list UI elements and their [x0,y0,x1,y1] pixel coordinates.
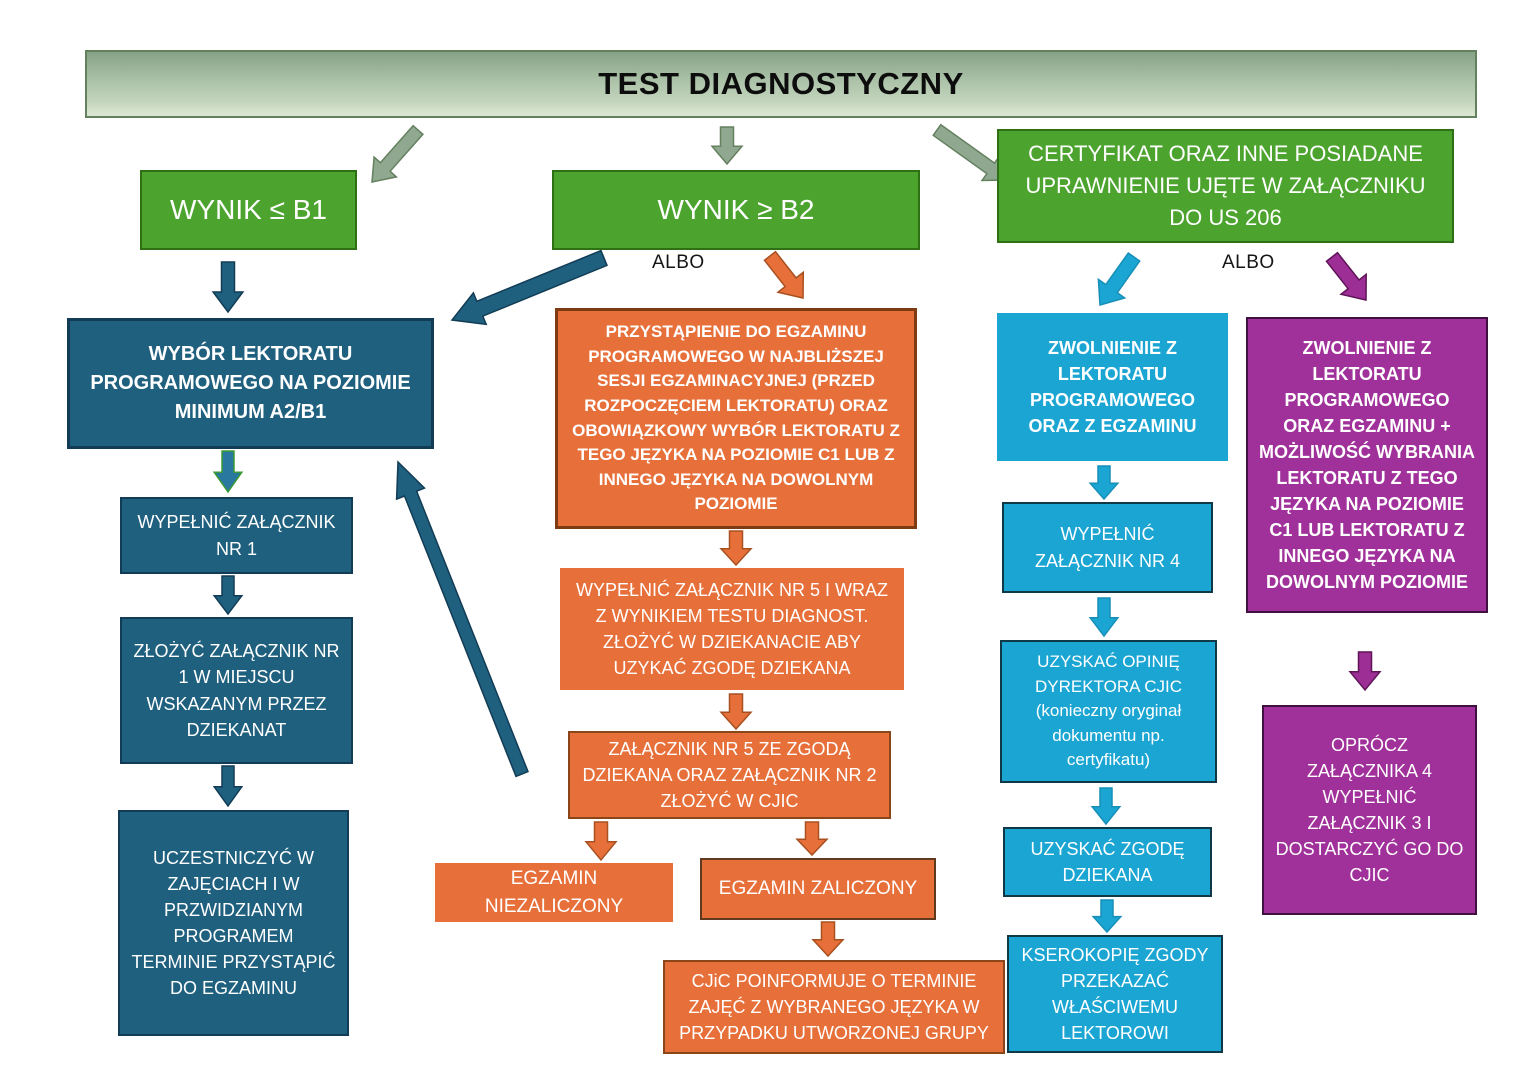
node-besides-attachment-3: OPRÓCZ ZAŁĄCZNIKA 4 WYPEŁNIĆ ZAŁĄCZNIK 3 I DOSTARCZYĆ GO DO CJIC [1262,705,1477,915]
flow-arrow [813,922,843,956]
flow-arrow [214,766,242,806]
node-participate-exam: UCZESTNICZYĆ W ZAJĘCIACH I W PRZWIDZIANYM PROGRAMEM TERMINIE PRZYSTĄPIĆ DO EGZAMINU [118,810,349,1036]
flow-arrow [214,576,242,614]
flow-arrow [1350,652,1380,690]
flow-arrow [1090,598,1118,636]
flow-arrow [586,822,616,860]
node-exam-passed: EGZAMIN ZALICZONY [700,858,936,920]
node-obtain-consent: UZYSKAĆ ZGODĘ DZIEKANA [1003,827,1212,897]
flow-arrow [765,252,804,298]
flow-arrow [712,127,742,164]
flow-arrow [1098,253,1139,305]
diagram-title [85,50,1477,118]
flow-arrow [214,451,242,492]
node-attachment-5-submit: ZAŁĄCZNIK NR 5 ZE ZGODĄ DZIEKANA ORAZ ZAŁĄCZNIK NR 2 ZŁOŻYĆ W CJIC [568,731,891,819]
diagram-title-text: TEST DIAGNOSTYCZNY [598,66,964,101]
flow-arrow [1092,788,1120,824]
node-exemption-both: ZWOLNIENIE Z LEKTORATU PROGRAMOWEGO ORAZ Z EGZAMINU [997,313,1228,461]
node-exam-failed: EGZAMIN NIEZALICZONY [435,863,673,922]
flow-arrow [372,126,423,182]
node-photocopy: KSEROKOPIĘ ZGODY PRZEKAZAĆ WŁAŚCIWEMU LEKTOROWI [1007,935,1223,1053]
flow-arrow [1093,900,1121,932]
flow-arrow [797,822,827,855]
node-obtain-opinion: UZYSKAĆ OPINIĘ DYREKTORA CJIC (konieczny oryginał dokumentu np. certyfikatu) [1000,640,1217,783]
flow-arrow [213,262,243,312]
node-exemption-plus: ZWOLNIENIE Z LEKTORATU PROGRAMOWEGO ORAZ EGZAMINU + MOŻLIWOŚĆ WYBRANIA LEKTORATU Z TEGO JĘZYKA NA POZIOMIE C1 LUB LEKTORATU Z INNEGO JĘZYKA NA DOWOLNYM POZIOMIE [1246,317,1488,613]
node-submit-attachment-1: ZŁOŻYĆ ZAŁĄCZNIK NR 1 W MIEJSCU WSKAZANYM PRZEZ DZIEKANAT [120,617,353,764]
node-result-high-b2: WYNIK ≥ B2 [552,170,920,250]
node-cjic-inform: CJiC POINFORMUJE O TERMINIE ZAJĘĆ Z WYBRANEGO JĘZYKA W PRZYPADKU UTWORZONEJ GRUPY [663,960,1005,1054]
flow-arrow [721,694,751,729]
flow-arrow [1327,253,1367,300]
node-result-low-b1: WYNIK ≤ B1 [140,170,357,250]
flow-arrow [933,125,1007,181]
node-fill-attachment-1: WYPEŁNIĆ ZAŁĄCZNIK NR 1 [120,497,353,574]
node-exam-attempt: PRZYSTĄPIENIE DO EGZAMINU PROGRAMOWEGO W NAJBLIŻSZEJ SESJI EGZAMINACYJNEJ (PRZED ROZPOCZĘCIEM LEKTORATU) ORAZ OBOWIĄZKOWY WYBÓR LEKTORATU Z TEGO JĘZYKA NA POZIOMIE C1 LUB Z INNEGO JĘZYKA NA DOWOLNYM POZIOMIE [555,308,917,529]
connector-label-albo-right: ALBO [1222,252,1275,273]
flow-arrow [397,462,528,776]
connector-label-albo-left: ALBO [652,252,705,273]
flow-arrow [1090,466,1118,499]
node-fill-attachment-4: WYPEŁNIĆ ZAŁĄCZNIK NR 4 [1002,502,1213,593]
node-fill-attachment-5: WYPEŁNIĆ ZAŁĄCZNIK NR 5 I WRAZ Z WYNIKIEM TESTU DIAGNOST. ZŁOŻYĆ W DZIEKANACIE ABY UZYKAĆ ZGODĘ DZIEKANA [560,568,904,690]
flow-arrow [721,531,751,565]
node-choose-lectorate: WYBÓR LEKTORATU PROGRAMOWEGO NA POZIOMIE MINIMUM A2/B1 [67,318,434,449]
node-certificate: CERTYFIKAT ORAZ INNE POSIADANE UPRAWNIENIE UJĘTE W ZAŁĄCZNIKU DO US 206 [997,129,1454,243]
